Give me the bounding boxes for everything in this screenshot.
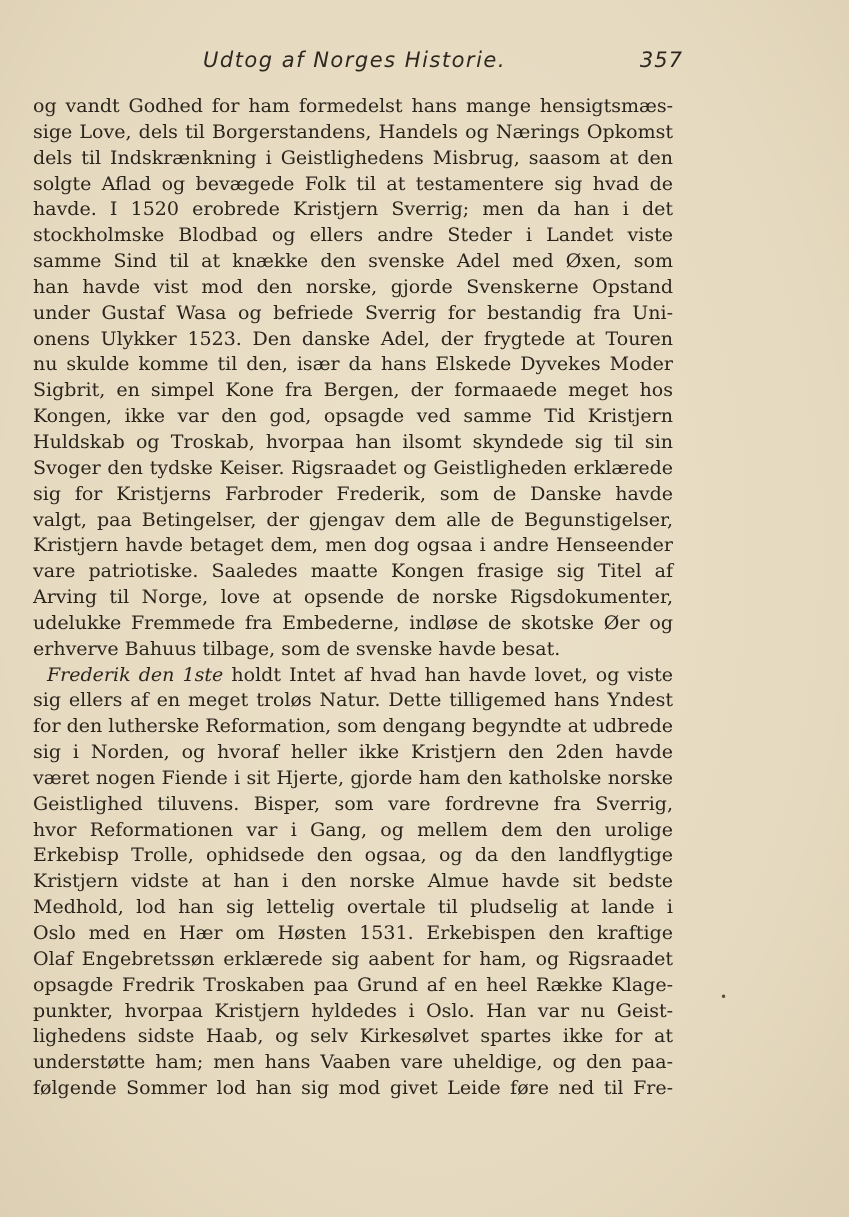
text-line: Arving til Norge, love at opsende de norske Rigsdokumenter, [33, 586, 673, 609]
text-line: Huldskab og Troskab, hvorpaa han ilsomt skyndede sig til sin [33, 430, 673, 453]
emphasized-name: Frederik den 1ste [47, 663, 224, 686]
text-line: været nogen Fiende i sit Hjerte, gjorde ham den katholske norske [33, 766, 673, 789]
running-title: Udtog af Norges Historie. [203, 48, 506, 72]
text-line: stockholmske Blodbad og ellers andre Steder i Landet viste [33, 224, 673, 247]
text-line: Erkebisp Trolle, ophidsede den ogsaa, og da den landflygtige [33, 844, 673, 867]
page-number: 357 [639, 48, 683, 72]
text-line: Olaf Engebretssøn erklærede sig aabent for ham, og Rigsraadet [33, 947, 673, 970]
text-line: valgt, paa Betingelser, der gjengav dem alle de Begunstigelser, [33, 508, 673, 531]
text-line: og vandt Godhed for ham formedelst hans mange hensigtsmæs- [33, 95, 673, 117]
text-line: han havde vist mod den norske, gjorde Svenskerne Opstand [33, 275, 673, 298]
text-line: samme Sind til at knække den svenske Adel med Øxen, som [33, 250, 673, 273]
page-header [33, 48, 683, 80]
text-line: Oslo med en Hær om Høsten 1531. Erkebispen den kraftige [33, 922, 673, 944]
text-line: punkter, hvorpaa Kristjern hyldedes i Oslo. Han var nu Geist- [33, 999, 673, 1022]
text-line: Kongen, ikke var den god, opsagde ved samme Tid Kristjern [33, 405, 673, 428]
text-line: Svoger den tydske Keiser. Rigsraadet og Geistligheden erklærede [33, 456, 673, 479]
text-line-rest: holdt Intet af hvad han havde lovet, og viste [223, 663, 674, 686]
paragraph-1 [33, 94, 673, 663]
margin-mark: • [720, 990, 728, 1004]
text-line: Sigbrit, en simpel Kone fra Bergen, der formaaede meget hos [33, 379, 673, 402]
text-line: solgte Aflad og bevægede Folk til at testamentere sig hvad de [33, 172, 673, 195]
text-line: under Gustaf Wasa og befriede Sverrig for bestandig fra Uni- [33, 301, 673, 324]
text-line: understøtte ham; men hans Vaaben vare uheldige, og den paa- [33, 1051, 673, 1074]
text-line: udelukke Fremmede fra Embederne, indløse de skotske Øer og [33, 611, 673, 634]
text-line: lighedens sidste Haab, og selv Kirkesølvet spartes ikke for at [33, 1025, 673, 1048]
text-line: Medhold, lod han sig lettelig overtale til pludselig at lande i [33, 896, 673, 919]
text-line: sige Love, dels til Borgerstandens, Handels og Nærings Opkomst [33, 120, 673, 143]
body-text [33, 94, 673, 1102]
text-line: hvor Reformationen var i Gang, og mellem dem den urolige [33, 818, 673, 841]
text-line: sig for Kristjerns Farbroder Frederik, som de Danske havde [33, 482, 673, 505]
text-line: Geistlighed tiluvens. Bisper, som vare fordrevne fra Sverrig, [33, 792, 673, 815]
text-line: for den lutherske Reformation, som dengang begyndte at udbrede [33, 715, 673, 738]
text-line: sig ellers af en meget troløs Natur. Dette tilligemed hans Yndest [33, 689, 673, 712]
text-line: nu skulde komme til den, især da hans Elskede Dyvekes Moder [33, 353, 673, 376]
text-line: erhverve Bahuus tilbage, som de svenske havde besat. [33, 637, 561, 660]
text-line: Kristjern vidste at han i den norske Almue havde sit bedste [33, 870, 673, 893]
text-line: onens Ulykker 1523. Den danske Adel, der frygtede at Touren [33, 327, 673, 350]
text-line: dels til Indskrænkning i Geistlighedens Misbrug, saasom at den [33, 146, 673, 169]
paragraph-2 [33, 663, 673, 1102]
text-line [33, 663, 673, 689]
text-line: vare patriotiske. Saaledes maatte Kongen frasige sig Titel af [33, 560, 673, 583]
text-line: sig i Norden, og hvoraf heller ikke Kristjern den 2den havde [33, 741, 673, 764]
text-line: opsagde Fredrik Troskaben paa Grund af en heel Række Klage- [33, 973, 673, 996]
text-line: følgende Sommer lod han sig mod givet Leide føre ned til Fre- [33, 1077, 673, 1100]
text-line: Kristjern havde betaget dem, men dog ogsaa i andre Henseender [33, 534, 673, 557]
text-line: havde. I 1520 erobrede Kristjern Sverrig; men da han i det [33, 198, 673, 221]
